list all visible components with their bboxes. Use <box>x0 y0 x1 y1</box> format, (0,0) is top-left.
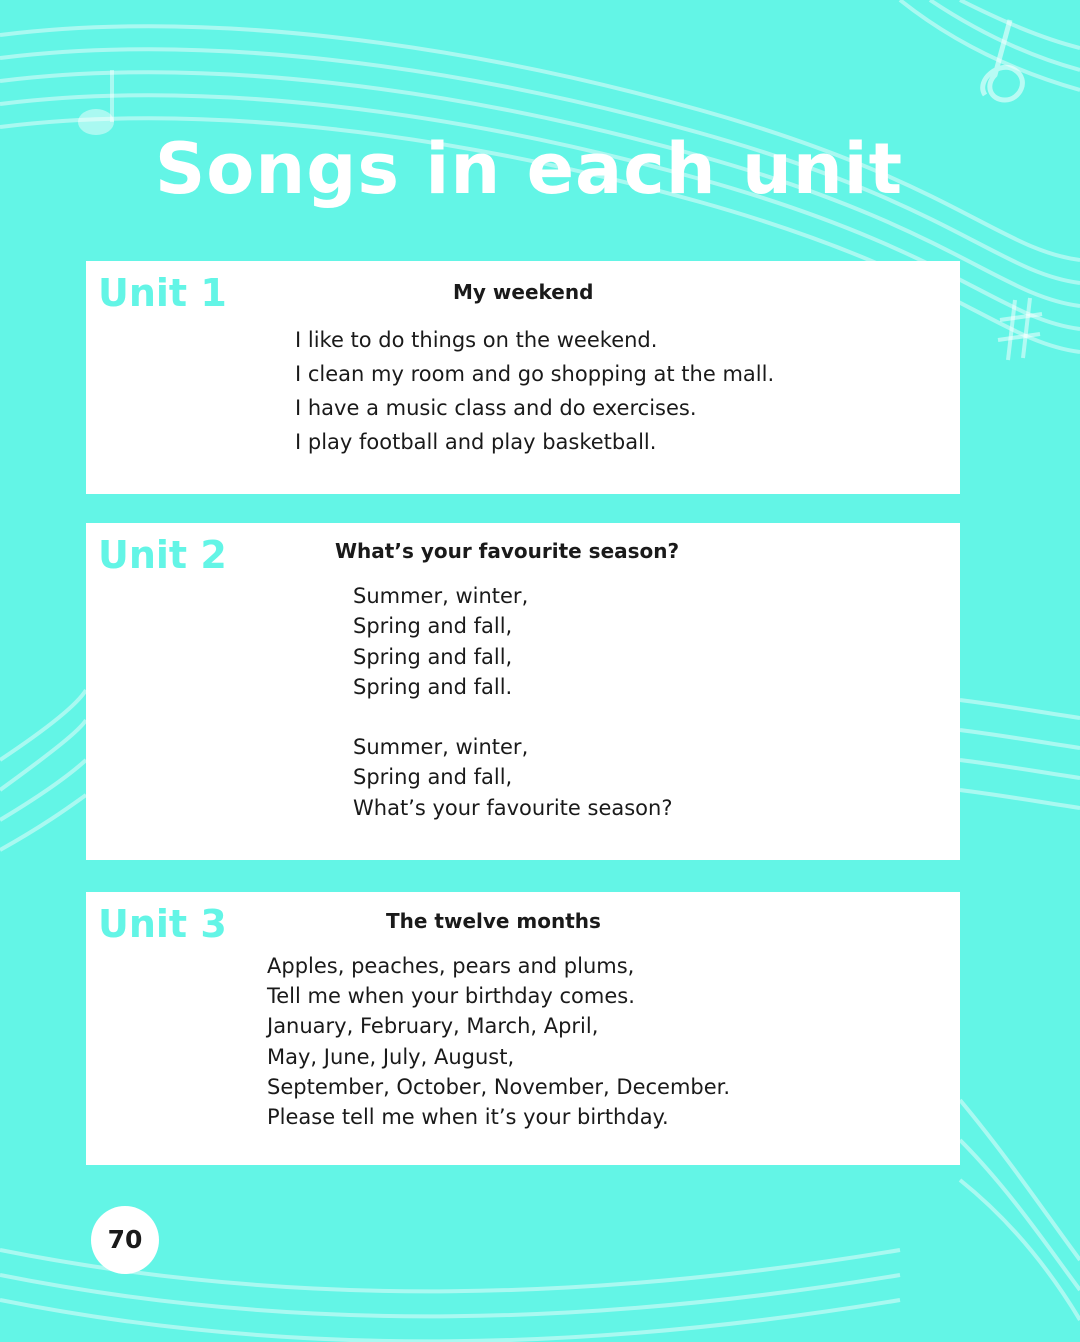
lyric-line: Spring and fall. <box>353 674 513 699</box>
unit-3-card <box>86 892 960 1165</box>
lyric-line: I have a music class and do exercises. <box>295 396 697 420</box>
song-lyrics <box>295 323 774 459</box>
song-title: My weekend <box>453 280 594 304</box>
music-note-icon <box>78 70 114 135</box>
unit-2-card <box>86 523 960 860</box>
unit-label: Unit 3 <box>98 902 227 946</box>
lyric-line: September, October, November, December. <box>267 1074 731 1099</box>
unit-label: Unit 1 <box>98 271 227 315</box>
unit-label: Unit 2 <box>98 533 227 577</box>
unit-1-card <box>86 261 960 494</box>
lyric-line: January, February, March, April, <box>267 1014 599 1039</box>
sharp-icon <box>998 298 1042 360</box>
lyric-line: Summer, winter, <box>353 735 529 760</box>
lyric-line: May, June, July, August, <box>267 1044 515 1069</box>
lyric-line: I play football and play basketball. <box>295 430 657 454</box>
page-title: Songs in each unit <box>154 128 904 210</box>
verse-gap <box>353 702 672 732</box>
lyric-line: Apples, peaches, pears and plums, <box>267 954 635 978</box>
lyric-line: Spring and fall, <box>353 765 513 790</box>
lyric-line: Spring and fall, <box>353 644 513 669</box>
song-title: The twelve months <box>386 909 601 933</box>
page-number: 70 <box>91 1206 159 1274</box>
lyric-line: What’s your favourite season? <box>353 795 673 820</box>
song-lyrics <box>267 951 730 1132</box>
song-lyrics <box>353 581 672 823</box>
lyric-line: Tell me when your birthday comes. <box>267 984 635 1009</box>
lyric-line: I clean my room and go shopping at the mall. <box>295 362 775 386</box>
lyric-line: Summer, winter, <box>353 584 529 608</box>
lyric-line: Spring and fall, <box>353 614 513 639</box>
song-title: What’s your favourite season? <box>335 539 680 563</box>
lyric-line: Please tell me when it’s your birthday. <box>267 1105 669 1130</box>
lyric-line: I like to do things on the weekend. <box>295 328 658 352</box>
